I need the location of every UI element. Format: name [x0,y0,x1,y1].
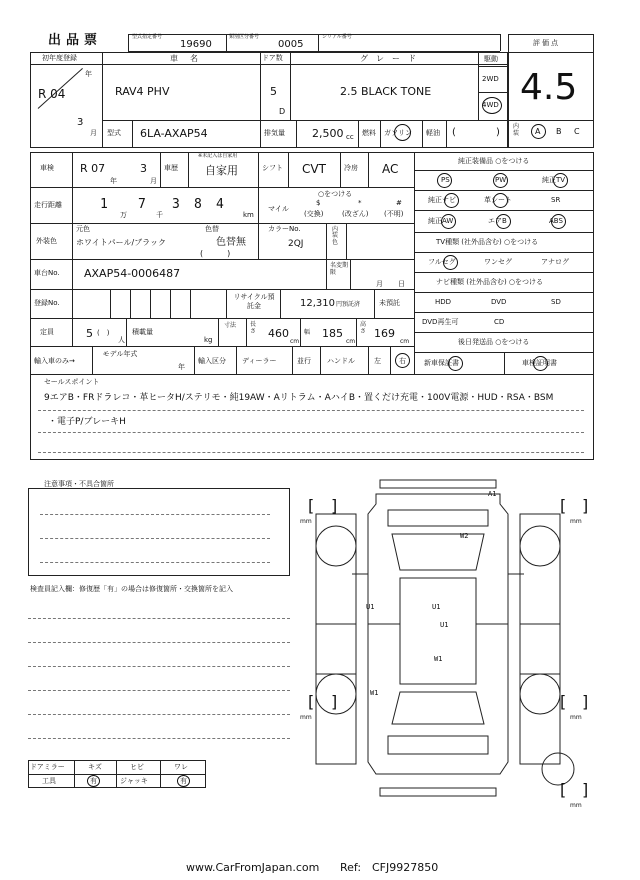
mileage-opt-unknown: (不明) [384,210,404,218]
chassis-label: 車台No. [34,269,60,277]
later-title: 後日発送品 ○をつける [458,338,530,346]
recycle-label: リサイクル預託金 [233,293,275,310]
serial-label: シリアル番号 [322,34,352,40]
tv-oneseg: ワンセグ [484,258,512,266]
interior-grade-b: B [556,127,562,136]
mileage-opt-tamper: (改ざん) [342,210,369,218]
sales-label: セールスポイント [44,378,100,386]
bracket-fl: [ [308,496,315,515]
tv-analog: アナログ [541,258,569,266]
later-record-circle [533,356,548,371]
nav-title: ナビ種類 (社外品含む) ○をつける [436,278,544,286]
equip-pw-circle [493,173,508,188]
mileage-swap-sym: $ [316,199,321,207]
interior-a-circle [531,124,546,139]
height-label: 高さ [360,321,367,335]
interior-grade-a: A [535,127,541,136]
footer-ref-label: Ref: [340,861,362,874]
history-note: ※未記入は自家用 [198,153,238,159]
tv-title: TV種類 (社外品含む) ○をつける [436,238,539,246]
parts-jack-circle [177,775,190,787]
equip-ps-circle [437,173,452,188]
grade: 2.5 BLACK TONE [340,85,432,98]
length-cm: cm [290,338,300,345]
first-reg-label: 初年度登録 [42,54,77,62]
handle-label: ハンドル [327,357,355,365]
mark-u1-right: U1 [432,603,441,611]
model-year-nen: 年 [178,363,185,371]
inspector-label: 検査員記入欄：修復歴「有」の場合は修復箇所・交換箇所を記入 [30,585,233,593]
sales-line-1: 9エアB・FRドラレコ・革ヒータH/ステリモ・純19AW・Aリトラム・AハイB・置くだけ充電・100V電源・HUD・RSA・BSM [44,393,554,403]
drive-4wd: 4WD [482,101,499,109]
length-value: 460 [268,327,289,340]
later-warranty-circle [448,356,463,371]
not-deposited: 未預託 [379,299,400,307]
color-change: 色替無 [216,237,246,248]
orig-color-label: 元色 [76,225,90,233]
import-parallel: 並行 [297,357,311,365]
length-label: 長さ [250,321,257,335]
color-change-label: 色替 [205,225,219,233]
load-kg: kg [204,336,213,344]
mark-a1: A1 [488,490,497,498]
first-reg-year: R 04 [38,87,66,101]
mileage-tamper-sym: * [358,199,362,207]
sales-line-2: ・電子P/ブレーキH [48,417,126,427]
dims-label: 寸法 [224,322,237,329]
shift: CVT [302,162,326,176]
mileage-opt-swap: (交換) [304,210,324,218]
parts-crack: ヒビ [130,763,144,771]
interior-grade-c: C [574,127,580,136]
parts-tools-yes: 有 [90,777,97,785]
bracket-fl-close: ] [331,496,338,515]
color-label: 外装色 [36,237,57,245]
car-name: RAV4 PHV [115,85,170,98]
equip-aw: 純正AW [428,217,454,225]
drive-2wd: 2WD [482,75,499,83]
grade-label: グレード [360,54,424,63]
shaken-year: R 07 [80,162,106,175]
color-change-paren: ( ) [200,249,231,258]
mileage-sen: 千 [156,211,163,219]
equip-abs-circle [551,214,566,229]
history: 自家用 [205,164,238,177]
car-name-label: 車名 [170,54,210,63]
name-change-month: 月 [376,280,383,288]
category-label: 類別区分番号 [229,34,260,40]
nav-sd: SD [551,298,561,306]
parts-tools: 工具 [42,777,56,785]
drive-label: 駆動 [484,55,498,63]
caution-label: 注意事項・不具合箇所 [44,480,114,488]
equip-airbag: エアB [488,217,507,225]
equip-aw-circle [441,214,456,229]
bracket-rl: [ [308,692,315,711]
mileage-label: 走行距離 [34,201,62,209]
width-value: 185 [322,327,343,340]
load-label: 積載量 [132,328,153,336]
fuel-gasoline: ガソリン [384,129,412,137]
mark-u1-left: U1 [366,603,375,611]
equip-tv: 純正TV [542,176,566,184]
mark-w1-left: W1 [370,689,379,697]
capacity-value: 5 [86,327,93,340]
bracket-fr: [ [560,496,567,515]
mileage-digit-1: 1 [100,197,108,212]
name-change-day: 日 [398,280,405,288]
shaken-label: 車検 [40,164,54,172]
mileage-man: 万 [120,211,127,219]
mileage-digit-4: 8 [194,197,202,212]
model-label: 型式 [107,129,121,137]
mark-w1-center: W1 [434,655,443,663]
handle-left: 左 [374,357,381,365]
mm-rr: mm [570,714,582,721]
mm-fl: mm [300,518,312,525]
mm-rl: mm [300,714,312,721]
mark-u1-center: U1 [440,621,449,629]
equip-abs: ABS [549,217,563,225]
displacement-label: 排気量 [264,129,285,137]
nav-dvd-play: DVD再生可 [422,318,459,326]
history-label: 車歴 [164,164,178,172]
cc-unit: cc [346,133,354,141]
eval-label: 評価点 [533,39,560,47]
capacity-paren: ( ) [97,329,110,337]
month-unit: 月 [90,129,97,137]
ac: AC [382,162,399,176]
parts-scratch: キズ [88,763,102,771]
parts-tools-circle [87,775,100,787]
tv-fullseg: フルセグ [428,258,456,266]
parts-mirror: ドアミラー [30,763,65,771]
model-code: 19690 [180,39,212,50]
recycle-suffix: 円預託済 [336,301,361,308]
doors-label: ドア数 [262,54,283,62]
doors-count: 5 [270,85,277,98]
bracket-rr: [ [560,692,567,711]
ac-label: 冷房 [344,164,358,172]
mileage-note: ○をつける [318,190,353,198]
later-warranty: 新車保証書 [424,359,459,367]
displacement: 2,500 [312,127,344,140]
height-value: 169 [374,327,395,340]
shaken-month: 3 [140,162,147,175]
mileage-digit-5: 4 [216,197,224,212]
parts-break: ワレ [174,763,188,771]
equipment-title: 純正装備品 ○をつける [458,157,530,165]
import-dealer: ディーラー [242,357,277,365]
parts-jack: ジャッキ [120,777,148,785]
equip-leather: 革シート [484,196,512,204]
equip-nav-circle [444,193,459,208]
car-diagram [296,474,596,814]
mm-spare: mm [570,802,582,809]
fuel-diesel: 軽油 [426,129,440,137]
equip-tv-circle [553,173,568,188]
doors-type: D [279,107,286,116]
mm-fr: mm [570,518,582,525]
model-year-label: モデル年式 [102,350,138,358]
nav-cd: CD [494,318,505,326]
nav-hdd: HDD [435,298,452,306]
mileage-digit-2: 7 [138,197,146,212]
mileage-unknown-sym: # [396,199,402,207]
equip-pw: PW [495,176,507,184]
bracket-rr-close: ] [582,692,589,711]
equip-sr: SR [551,196,561,204]
equip-leather-circle [493,193,508,208]
color-code: 2QJ [288,239,304,249]
interior-color-label: 内装色 [332,226,339,246]
shaken-tsuki: 月 [150,177,157,185]
parts-jack-yes: 有 [180,777,187,785]
equip-ps: PS [441,176,450,184]
fuel-label: 燃料 [362,129,376,137]
tv-fullseg-circle [443,255,458,270]
width-cm: cm [346,338,356,345]
year-unit: 年 [85,70,92,78]
model-code-label: 型式指定番号 [132,34,163,40]
color-code-label: カラーNo. [268,225,301,233]
later-record: 車検証明書 [522,359,557,367]
shift-label: シフト [262,164,283,172]
nav-dvd: DVD [491,298,507,306]
registration-label: 登録No. [34,299,60,307]
bracket-spare: [ [560,780,567,799]
mileage-opt-mile: マイル [268,205,289,213]
shaken-nen: 年 [110,177,117,185]
height-cm: cm [400,338,410,345]
bracket-rl-close: ] [331,692,338,711]
equip-airbag-circle [496,214,511,229]
chassis-number: AXAP54-0006487 [84,267,181,280]
evaluation-score: 4.5 [520,67,578,108]
width-label: 幅 [304,329,311,336]
fuel-gasoline-circle [394,124,411,141]
mark-w2: W2 [460,532,469,540]
capacity-label: 定員 [40,328,54,336]
name-change-label: 名変期限 [330,262,349,276]
first-reg-month: 3 [77,117,84,128]
form-title: 出品票 [48,33,103,48]
footer-site: www.CarFromJapan.com [186,861,320,874]
footer-ref: CFJ9927850 [372,861,439,874]
category-code: 0005 [278,39,304,50]
recycle-value: 12,310 [300,298,335,309]
model: 6LA-AXAP54 [140,127,208,140]
orig-color: ホワイトパール/ブラック [76,238,166,247]
handle-right: 右 [399,357,406,365]
import-label: 輸入車のみ→ [34,357,75,365]
mileage-digit-3: 3 [172,197,180,212]
bracket-fr-close: ] [582,496,589,515]
equip-nav: 純正ナビ [428,196,456,204]
capacity-person: 人 [118,336,125,344]
import-type-label: 輸入区分 [198,357,226,365]
bracket-spare-close: ] [582,780,589,799]
mileage-km: km [243,211,254,219]
handle-right-circle [395,353,410,368]
drive-4wd-circle [482,97,502,114]
interior-label: 内装 [513,123,520,137]
